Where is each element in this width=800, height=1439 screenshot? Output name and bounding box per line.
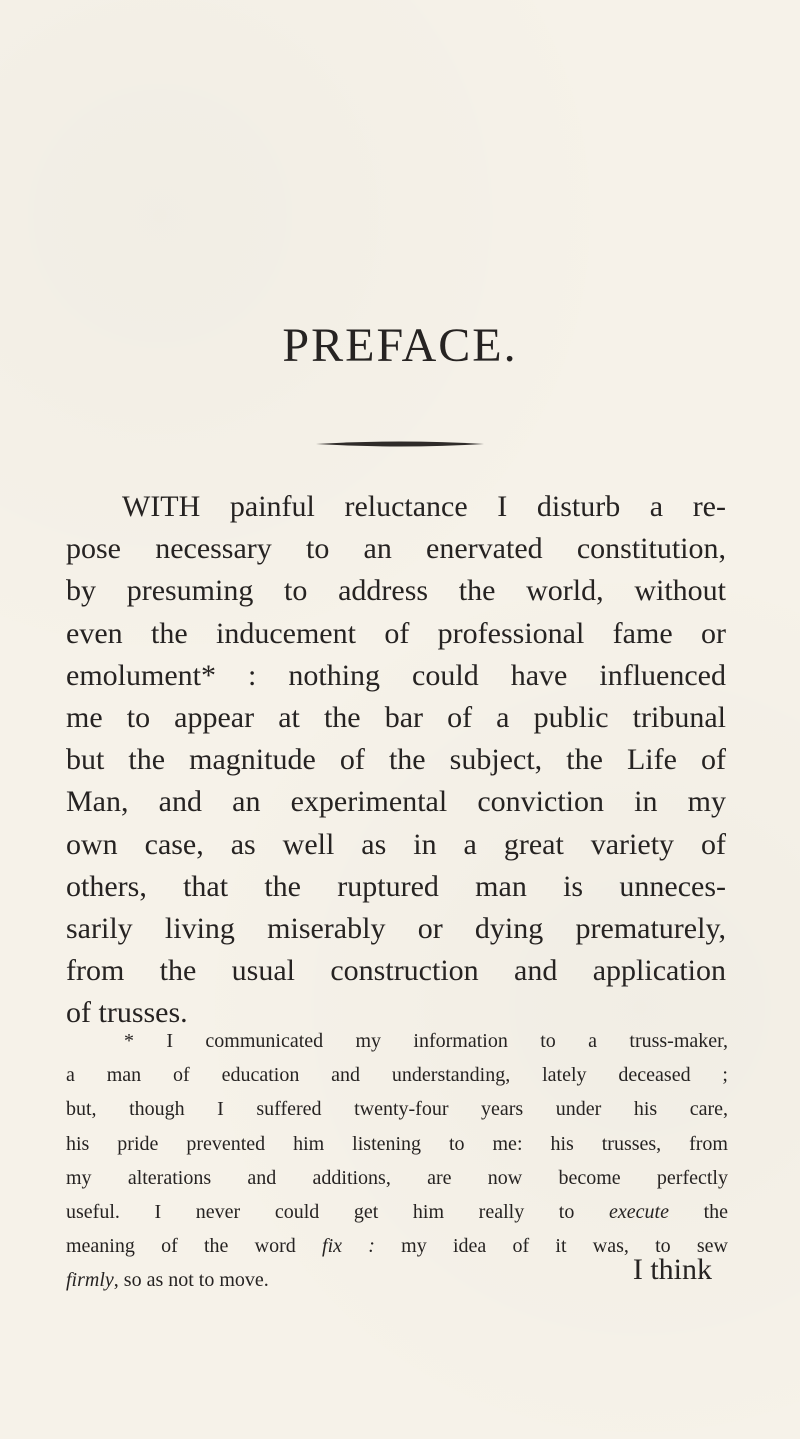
footnote-line	[66, 1229, 728, 1263]
footnote	[66, 1024, 728, 1298]
footnote-line: my alterations and additions, are now become perfectly	[66, 1166, 728, 1189]
page-title: PREFACE.	[282, 319, 518, 372]
preface-body	[66, 486, 726, 1035]
body-line: Man, and an experimental conviction in my	[66, 785, 726, 819]
footnote-line: a man of education and understanding, lately deceased ;	[66, 1064, 728, 1087]
body-line: others, that the ruptured man is unneces-	[66, 869, 726, 903]
body-line: but the magnitude of the subject, the Life of	[66, 743, 726, 777]
body-line: own case, as well as in a great variety of	[66, 827, 726, 861]
footnote-italic-text: fix :	[322, 1235, 375, 1258]
body-line: from the usual construction and application	[66, 954, 726, 988]
body-line: me to appear at the bar of a public tribunal	[66, 701, 726, 735]
body-line: of trusses.	[66, 996, 188, 1030]
footnote-line	[66, 1195, 728, 1229]
footnote-text: meaning of the word	[66, 1235, 323, 1258]
footnote-text: the	[668, 1201, 729, 1224]
footnote-italic-text: firmly	[66, 1269, 114, 1292]
body-line: even the inducement of professional fame or	[66, 616, 726, 650]
footnote-italic-text: execute	[609, 1201, 669, 1224]
footnote-text: my idea of it was, to sew	[374, 1235, 728, 1258]
footnote-line: but, though I suffered twenty-four years under his care,	[66, 1098, 728, 1121]
footnote-line: his pride prevented him listening to me: his trusses, from	[66, 1132, 728, 1155]
catchword: I think	[632, 1253, 712, 1286]
decorative-rule	[316, 440, 484, 448]
footnote-line: * I communicated my information to a truss-maker,	[124, 1030, 728, 1052]
body-line: by presuming to address the world, without	[66, 574, 726, 608]
body-line: emolument* : nothing could have influenced	[66, 658, 726, 692]
footnote-text: , so as not to move.	[113, 1269, 269, 1292]
body-line: WITH painful reluctance I disturb a re-	[122, 490, 726, 523]
body-line: sarily living miserably or dying prematurely,	[66, 912, 726, 946]
footnote-line	[66, 1263, 728, 1297]
footnote-text: useful. I never could get him really to	[66, 1201, 609, 1224]
body-line: pose necessary to an enervated constitution,	[66, 532, 726, 566]
